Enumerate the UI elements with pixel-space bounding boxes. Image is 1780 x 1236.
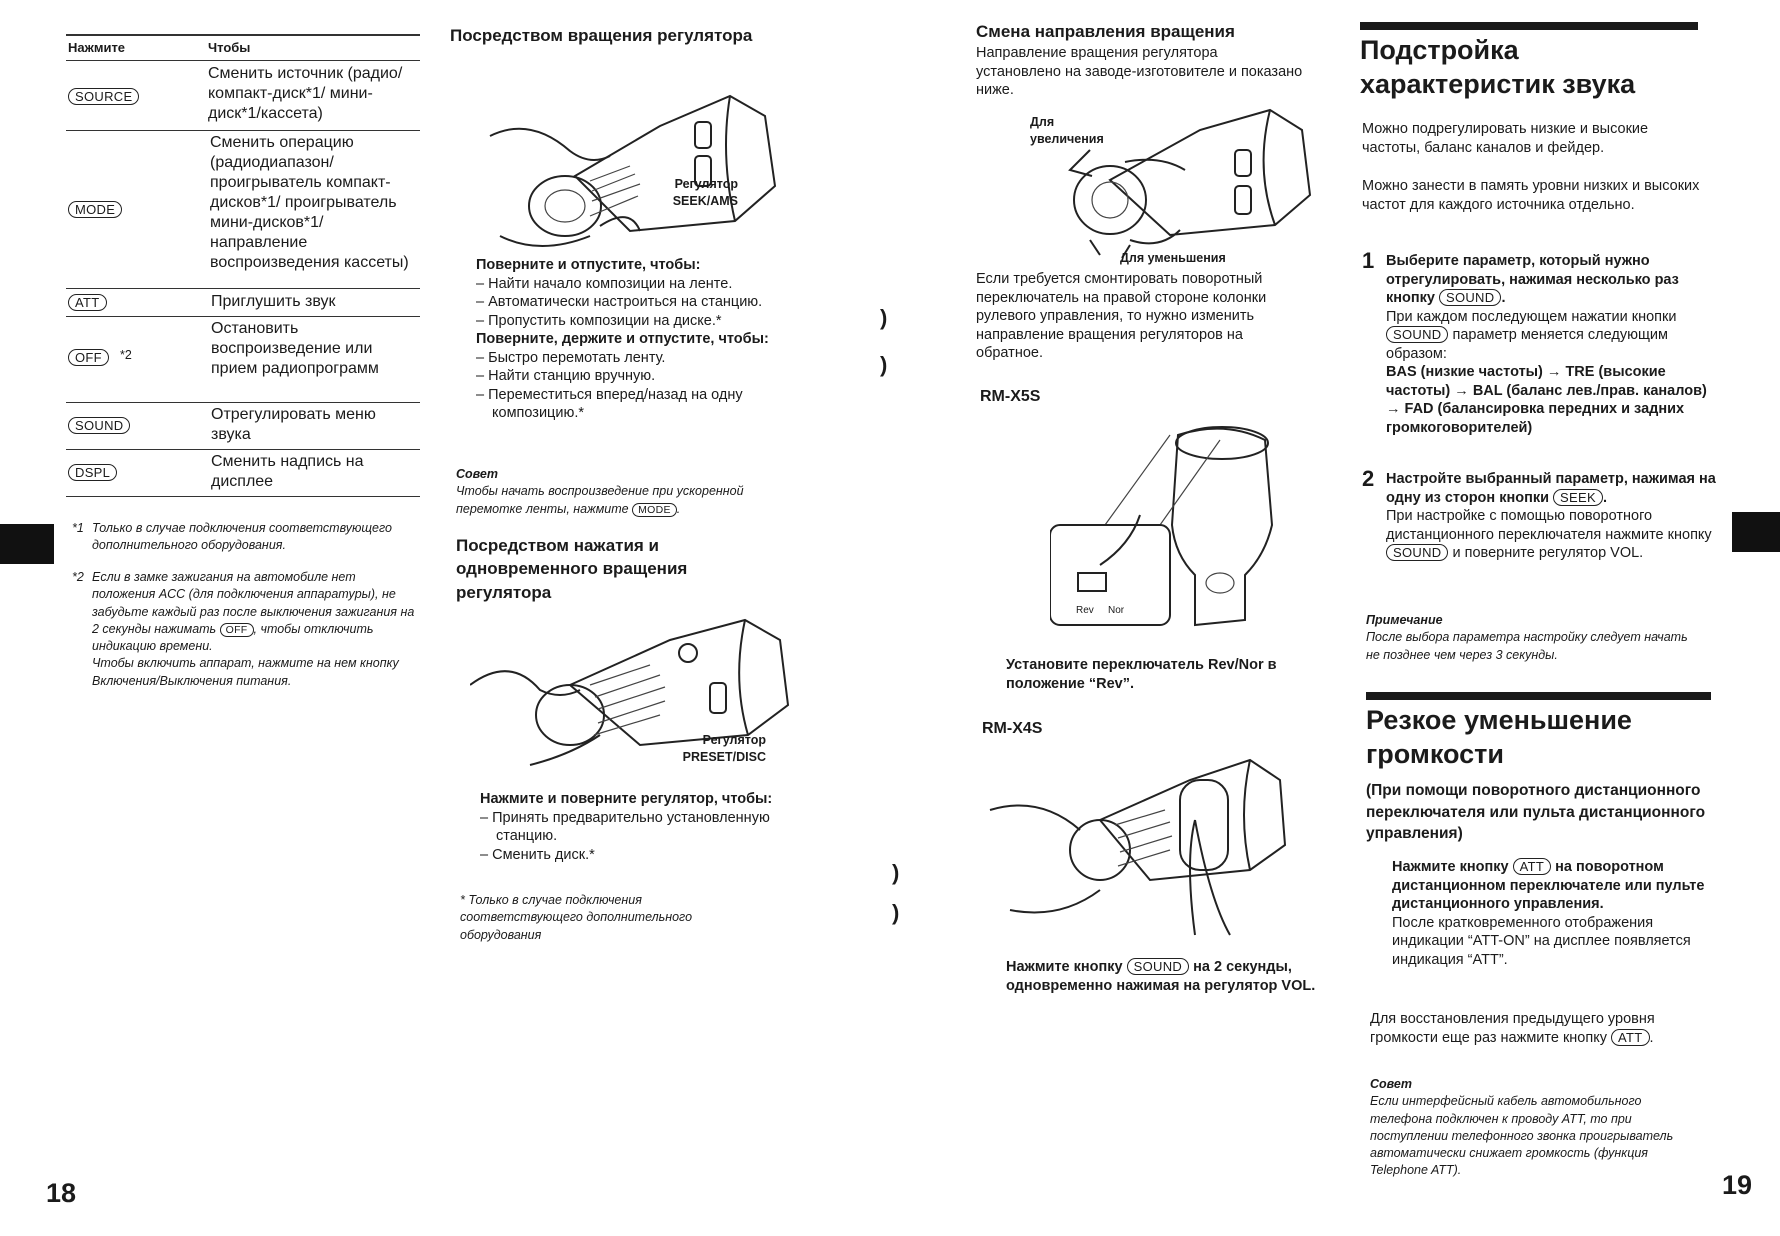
step-2: Настройте выбранный параметр, нажимая на одну из сторон кнопки SEEK . При настройке с помощью поворотного дистанционного переключателя нажмите кнопку SOUND и поверните регулятор VOL.	[1386, 471, 1716, 562]
table-cell-text: Приглушить звук	[211, 293, 336, 310]
page-number: 19	[1722, 1170, 1753, 1200]
dspl-button-label: DSPL	[68, 464, 117, 481]
seek-ams-label: Регулятор SEEK/AMS	[672, 177, 738, 209]
sound-sequence: BAS (низкие частоты) → TRE (высокие частоты) → BAL (баланс лев./прав. каналов) → FAD (балансировка передних и задних громкоговорителей)	[1386, 364, 1707, 436]
rm-x5s-label: RM-X5S	[980, 388, 1041, 405]
table-row	[66, 64, 420, 128]
footnote-1-mark: *1	[72, 521, 84, 535]
rotate-release-block	[476, 256, 806, 423]
list-item: – Сменить диск.*	[480, 846, 595, 863]
table-row	[66, 319, 420, 399]
press-rotate-block	[480, 790, 780, 864]
att-button-label: ATT	[1513, 858, 1552, 875]
footnote-1-text: Только в случае подключения соответствующего дополнительного оборудования.	[92, 521, 392, 553]
sound-press-instruction: Нажмите кнопку SOUND на 2 секунды, одновременно нажимая на регулятор VOL.	[1006, 959, 1316, 994]
sound-intro-2: Можно занести в память уровни низких и высоких частот для каждого источника отдельно.	[1362, 178, 1700, 213]
list-item: – Автоматически настроиться на станцию.	[476, 294, 763, 311]
nor-label: Nor	[1108, 605, 1125, 616]
list-item: – Пропустить композиции на диске.*	[476, 312, 722, 329]
decrease-label: Для уменьшения	[1120, 251, 1226, 265]
mode-button-label: MODE	[68, 201, 122, 218]
step-1: Выберите параметр, который нужно отрегулировать, нажимая несколько раз кнопку SOUND . При каждом последующем нажатии кнопки SOUND параметр меняется следующим образом: BAS (низкие частоты) → TRE (высокие частоты) → BAL (баланс лев./прав. каналов) → FAD (балансировка передних и задних громкоговорителей)	[1386, 252, 1716, 437]
sound-button-label: SOUND	[68, 417, 130, 434]
sound-button-label: SOUND	[1439, 289, 1501, 306]
rev-nor-caption: Установите переключатель Rev/Nor в положение “Rev”.	[1006, 657, 1277, 692]
mode-button-label: MODE	[632, 503, 677, 517]
preset-disc-label: Регулятор PRESET/DISC	[682, 733, 766, 765]
section-heading: Смена направления вращения	[976, 22, 1235, 41]
page-edge-tab	[0, 524, 54, 564]
off-button-label: OFF	[68, 349, 109, 366]
right-page	[880, 0, 1780, 1236]
table-cell-text: Остановить воспроизведение или прием радиопрограмм	[211, 320, 379, 377]
rotate-release-title: Поверните и отпустите, чтобы:	[476, 257, 701, 273]
att-button-label: ATT	[68, 294, 107, 311]
list-item: – Найти начало композиции на ленте.	[476, 275, 733, 292]
binding-mark: )	[892, 860, 900, 885]
source-button-label: SOURCE	[68, 88, 139, 105]
att-step-text: После кратковременного отображения индикации “ATT-ON” на дисплее появляется индикация “ATT”.	[1392, 914, 1691, 968]
rev-label: Rev	[1076, 605, 1094, 616]
section-heading: Посредством вращения регулятора	[450, 26, 753, 45]
table-row	[66, 292, 420, 314]
list-item: – Найти станцию вручную.	[476, 368, 656, 385]
note-title: Примечание	[1366, 613, 1443, 627]
seek-button-label: SEEK	[1553, 489, 1603, 506]
direction-dial-illustration	[1030, 100, 1320, 260]
footnote-2-text-b: , чтобы отключить индикацию времени.	[92, 621, 374, 653]
page-number: 18	[46, 1178, 77, 1208]
footnote-2-text-c: Чтобы включить аппарат, нажмите на нем кнопку Включения/Выключения питания.	[92, 656, 399, 688]
press-footnote: * Только в случае подключения соответствующего дополнительного оборудования	[460, 893, 693, 942]
table-row	[66, 452, 420, 494]
footnote-1	[72, 520, 417, 555]
binding-mark: )	[880, 352, 888, 377]
step-number: 2	[1362, 466, 1375, 491]
off-button-label: OFF	[220, 623, 254, 637]
section-rule	[1360, 22, 1698, 30]
att-tip-title: Совет	[1370, 1077, 1412, 1091]
section-heading: Резкое уменьшение громкости	[1366, 705, 1632, 769]
sound-button-label: SOUND	[1386, 326, 1448, 343]
att-step: Нажмите кнопку ATT на поворотном дистанционном переключателе или пульте дистанционного управления. После кратковременного отображения индикации “ATT-ON” на дисплее появляется индикация “ATT”.	[1392, 858, 1712, 969]
off-footnote-mark: *2	[120, 348, 132, 362]
page-edge-tab	[1732, 512, 1780, 552]
section-rule	[1366, 692, 1711, 700]
att-tip-text: Если интерфейсный кабель автомобильного телефона подключен к проводу ATT, то при поступлении телефонного звонка проигрыватель автоматически снижает громкость (функция Telephone ATT).	[1370, 1094, 1674, 1178]
seek-ams-dial-illustration	[480, 56, 790, 256]
note-text: После выбора параметра настройку следует начать не позднее чем через 3 секунды.	[1366, 630, 1688, 662]
table-head-purpose: Чтобы	[208, 40, 251, 55]
tip-text: Чтобы начать воспроизведение при ускоренной перемотке ленты, нажмите	[456, 484, 744, 516]
table-row	[66, 133, 420, 285]
table-head-press: Нажмите	[68, 40, 126, 55]
step-number: 1	[1362, 248, 1375, 273]
rm-x4s-illustration	[980, 750, 1320, 940]
footnote-2	[72, 569, 417, 690]
table-row	[66, 405, 420, 447]
att-restore: Для восстановления предыдущего уровня громкости еще раз нажмите кнопку ATT .	[1370, 1011, 1655, 1046]
att-subheading: (При помощи поворотного дистанционного переключателя или пульта дистанционного управления)	[1366, 782, 1706, 843]
rm-x4s-label: RM-X4S	[982, 720, 1043, 737]
direction-text-2: Если требуется смонтировать поворотный переключатель на правой стороне колонки рулевого управления, то нужно изменить направление вращения регуляторов на обратное.	[976, 271, 1267, 362]
rotate-hold-title: Поверните, держите и отпустите, чтобы:	[476, 331, 769, 348]
sound-intro: Можно подрегулировать низкие и высокие частоты, баланс каналов и фейдер.	[1362, 121, 1649, 156]
sound-button-label: SOUND	[1127, 958, 1189, 975]
list-item: – Быстро перемотать ленту.	[476, 349, 666, 366]
att-tip	[1370, 1076, 1700, 1180]
tip-title: Совет	[456, 467, 498, 481]
list-item: – Переместиться вперед/назад на одну композицию.*	[476, 386, 743, 422]
section-heading: Подстройка характеристик звука	[1360, 35, 1636, 99]
table-cell-text: Сменить операцию (радиодиапазон/ проигрыватель компакт-дисков*1/ проигрыватель мини-дисков*1/направление воспроизведения кассеты)	[210, 134, 409, 271]
note-block	[1366, 612, 1696, 664]
press-title: Нажмите и поверните регулятор, чтобы:	[480, 791, 773, 807]
increase-label: Для увеличения	[1030, 115, 1104, 147]
footnote-2-mark: *2	[72, 570, 84, 584]
table-cell-text: Сменить источник (радио/компакт-диск*1/ мини-диск*1/кассета)	[208, 65, 403, 122]
footnote-2-text-a: Если в замке зажигания на автомобиле нет положения ACC (для подключения аппаратуры), не забудьте каждый раз после выключения зажигания на 2 секунды нажимать	[92, 570, 415, 636]
att-button-label: ATT	[1611, 1029, 1650, 1046]
sound-button-label: SOUND	[1386, 544, 1448, 561]
binding-mark: )	[880, 305, 888, 330]
table-cell-text: Отрегулировать меню звука	[211, 406, 376, 443]
tip-block: Совет Чтобы начать воспроизведение при ускоренной перемотке ленты, нажмите MODE .	[456, 466, 806, 518]
section-heading: Посредством нажатия и одновременного вращения регулятора	[456, 536, 688, 602]
table-cell-text: Сменить надпись на дисплее	[211, 453, 364, 490]
list-item: – Принять предварительно установленную станцию.	[480, 809, 770, 845]
direction-text: Направление вращения регулятора установлено на заводе-изготовителе и показано ниже.	[976, 45, 1303, 99]
binding-mark: )	[892, 900, 900, 925]
